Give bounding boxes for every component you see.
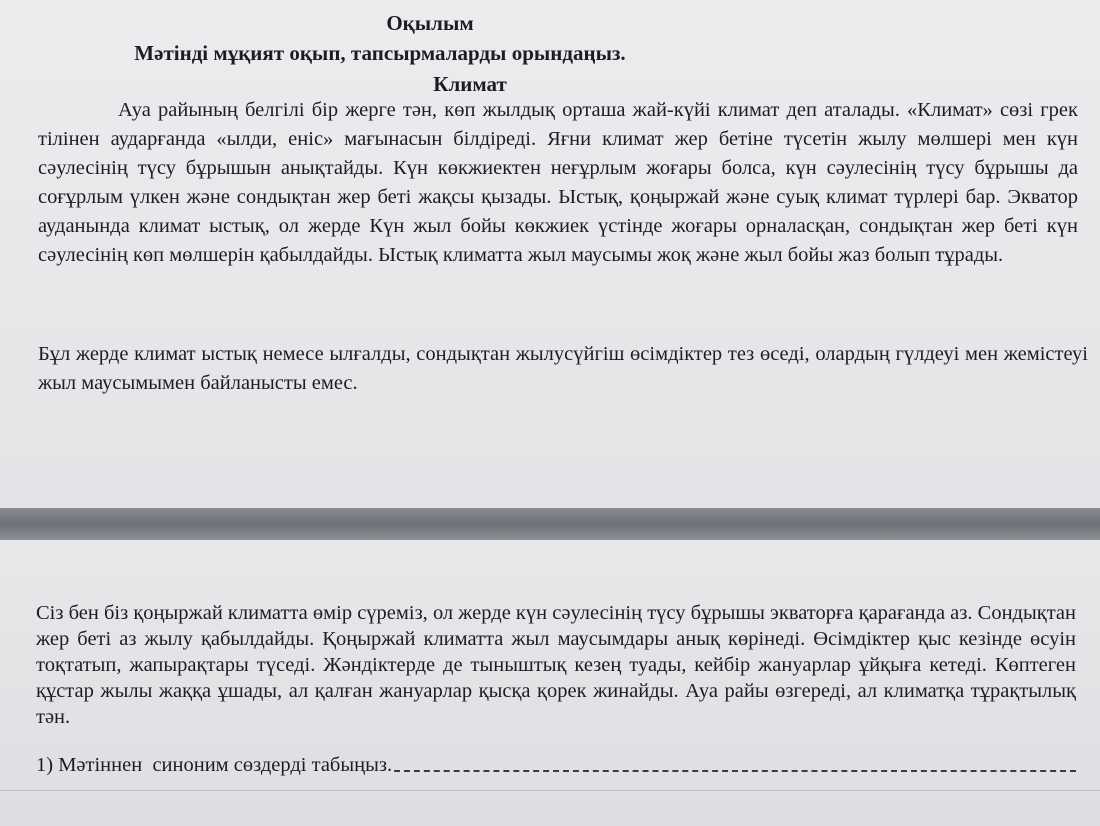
- task-1: [36, 752, 1076, 778]
- paragraph-3: Сіз бен біз қоңыржай климатта өмір сүреміз, ол жерде күн сәулесінің түсу бұрышы экваторға қарағанда аз. Сондықтан жер беті аз жылу қабылдайды. Қоңыржай климатта жыл маусымдары анық көрінеді. Өсімдіктер қыс кезінде өсуін тоқтатып, жапырақтары түседі. Жәндіктерде де тыныштық кезең туады, кейбір жануарлар ұйқыға кетеді. Көптеген құстар жылы жаққа ұшады, ал қалған жануарлар қысқа қорек жинайды. Ауа райы өзгереді, ал климатқа тұрақтылық тән.: [36, 602, 1076, 728]
- paragraph-1: Ауа райының белгілі бір жерге тән, көп жылдық орташа жай-күйі климат деп аталады. «Климат» сөзі грек тілінен аударғанда «ылди, еніс» мағынасын білдіреді. Яғни климат жер бетіне түсетін жылу мөлшері мен күн сәулесінің түсу бұрышын анықтайды. Күн көкжиектен неғұрлым жоғары болса, күн сәулесінің түсу бұрышы да соғұрлым үлкен және сондықтан жер беті жақсы қызады. Ыстық, қоңыржай және суық климат түрлері бар. Экватор ауданында климат ыстық, ол жерде Күн жыл бойы көкжиек үстінде жоғары орналасқан, сондықтан жер беті күн сәулесінің көп мөлшерін қабылдайды. Ыстық климатта жыл маусымы жоқ және жыл бойы жаз болып тұрады.: [38, 99, 1078, 266]
- task-1-text: 1) Мәтіннен синоним сөздерді табыңыз.: [36, 754, 393, 776]
- instruction: Мәтінді мұқият оқып, тапсырмаларды орындаңыз.: [134, 41, 626, 65]
- answer-line[interactable]: [394, 770, 1076, 772]
- text-title: Климат: [433, 72, 507, 96]
- page-separator: [0, 508, 1100, 540]
- footer-rule: [0, 790, 1100, 791]
- paragraph-2: Бұл жерде климат ыстық немесе ылғалды, сондықтан жылусүйгіш өсімдіктер тез өседі, олардың гүлдеуі мен жемістеуі жыл маусымымен байланысты емес.: [38, 343, 1088, 394]
- section-title: Оқылым: [386, 11, 474, 35]
